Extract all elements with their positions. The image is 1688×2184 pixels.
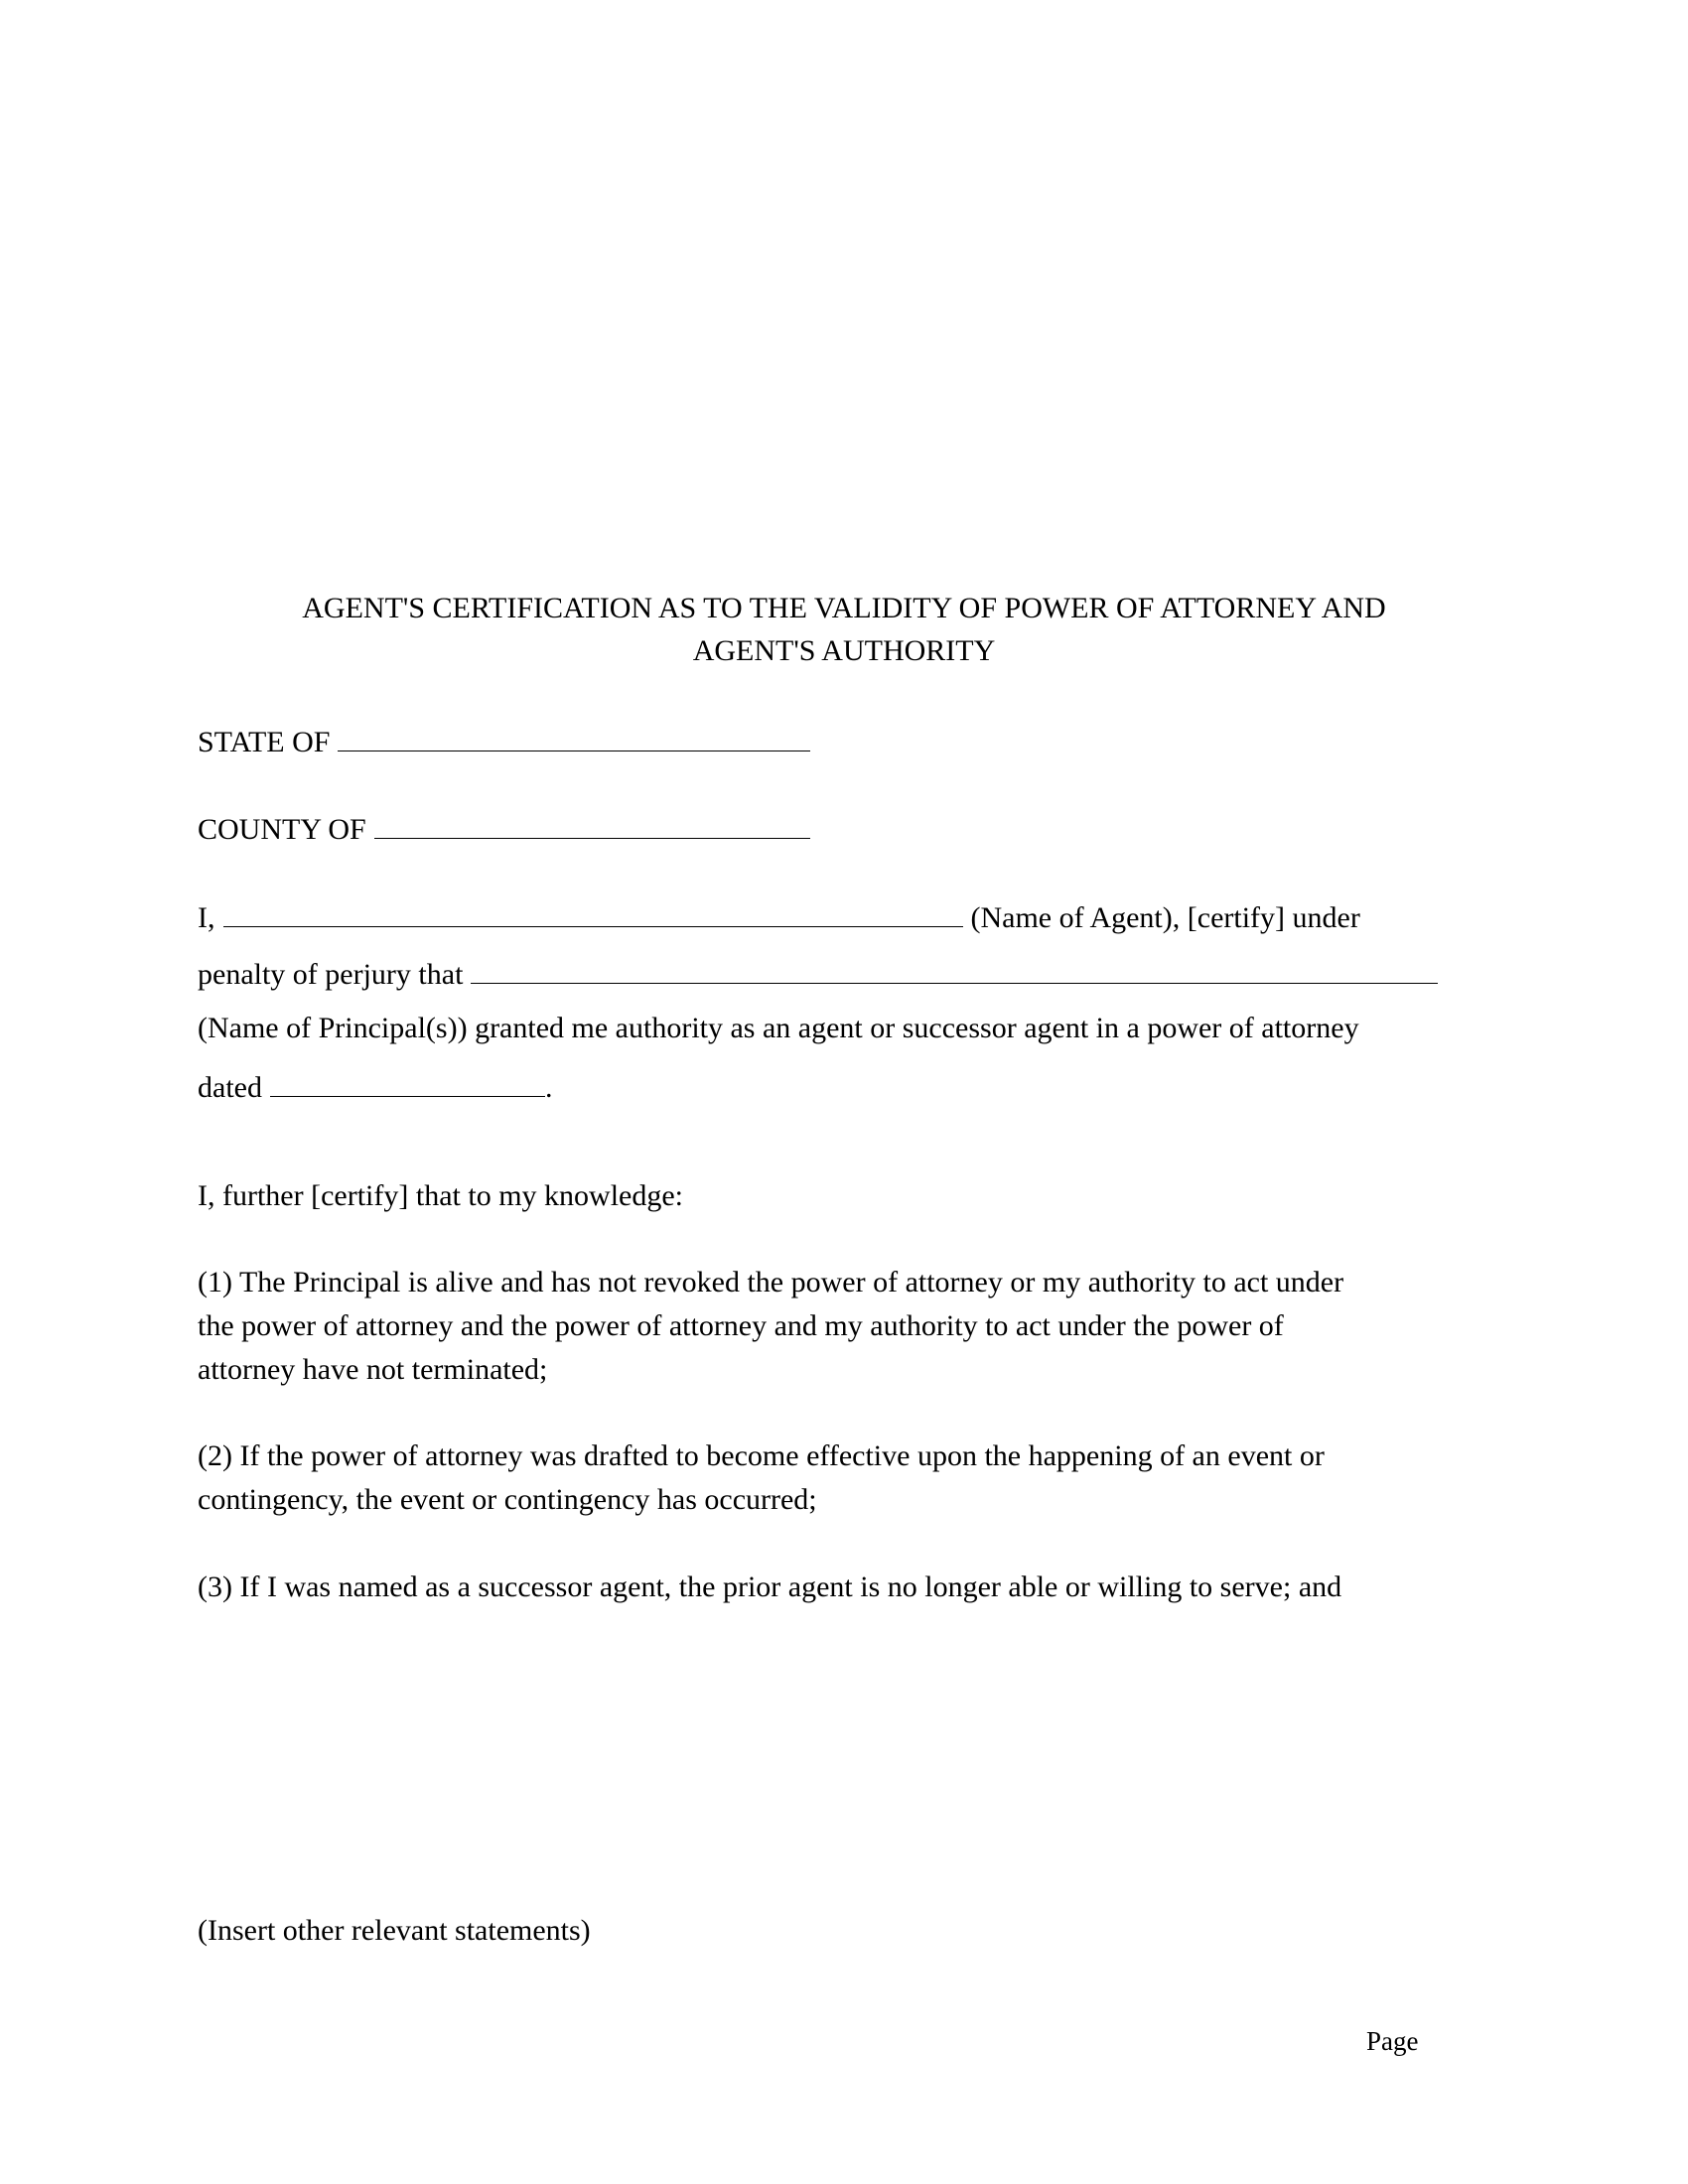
principal-line: (Name of Principal(s)) granted me authority as an agent or successor agent in a power of attorney bbox=[198, 1012, 1359, 1044]
further-certify-line: I, further [certify] that to my knowledge: bbox=[198, 1179, 683, 1212]
agent-prefix: I, bbox=[198, 901, 215, 934]
perjury-line bbox=[198, 957, 1446, 990]
principal-name-blank-field[interactable] bbox=[471, 957, 1438, 984]
agent-line bbox=[198, 900, 1360, 933]
perjury-text: penalty of perjury that bbox=[198, 958, 464, 991]
county-blank-field[interactable] bbox=[374, 812, 810, 839]
state-label: STATE OF bbox=[198, 726, 331, 758]
item-1-line-1: (1) The Principal is alive and has not revoked the power of attorney or my authority to act under bbox=[198, 1266, 1344, 1298]
item-2-line-1: (2) If the power of attorney was drafted to become effective upon the happening of an event or bbox=[198, 1439, 1325, 1472]
state-line bbox=[198, 725, 818, 757]
insert-statements-line: (Insert other relevant statements) bbox=[198, 1914, 591, 1947]
dated-period: . bbox=[544, 1071, 553, 1104]
item-1-line-3: attorney have not terminated; bbox=[198, 1353, 548, 1386]
agent-suffix: (Name of Agent), [certify] under bbox=[970, 901, 1360, 934]
document-title-line-1: AGENT'S CERTIFICATION AS TO THE VALIDITY OF POWER OF ATTORNEY AND bbox=[302, 592, 1386, 624]
dated-line bbox=[198, 1070, 552, 1103]
state-blank-field[interactable] bbox=[338, 725, 810, 751]
dated-label: dated bbox=[198, 1071, 262, 1104]
page-footer: Page bbox=[1366, 2026, 1419, 2056]
agent-name-blank-field[interactable] bbox=[223, 900, 963, 927]
item-2-line-2: contingency, the event or contingency has occurred; bbox=[198, 1483, 817, 1516]
item-3-line-1: (3) If I was named as a successor agent, the prior agent is no longer able or willing to serve; and bbox=[198, 1570, 1342, 1603]
item-1-line-2: the power of attorney and the power of attorney and my authority to act under the power of bbox=[198, 1309, 1284, 1342]
date-blank-field[interactable] bbox=[270, 1070, 545, 1097]
county-line bbox=[198, 812, 818, 845]
document-title-line-2: AGENT'S AUTHORITY bbox=[692, 634, 996, 667]
county-label: COUNTY OF bbox=[198, 813, 366, 846]
